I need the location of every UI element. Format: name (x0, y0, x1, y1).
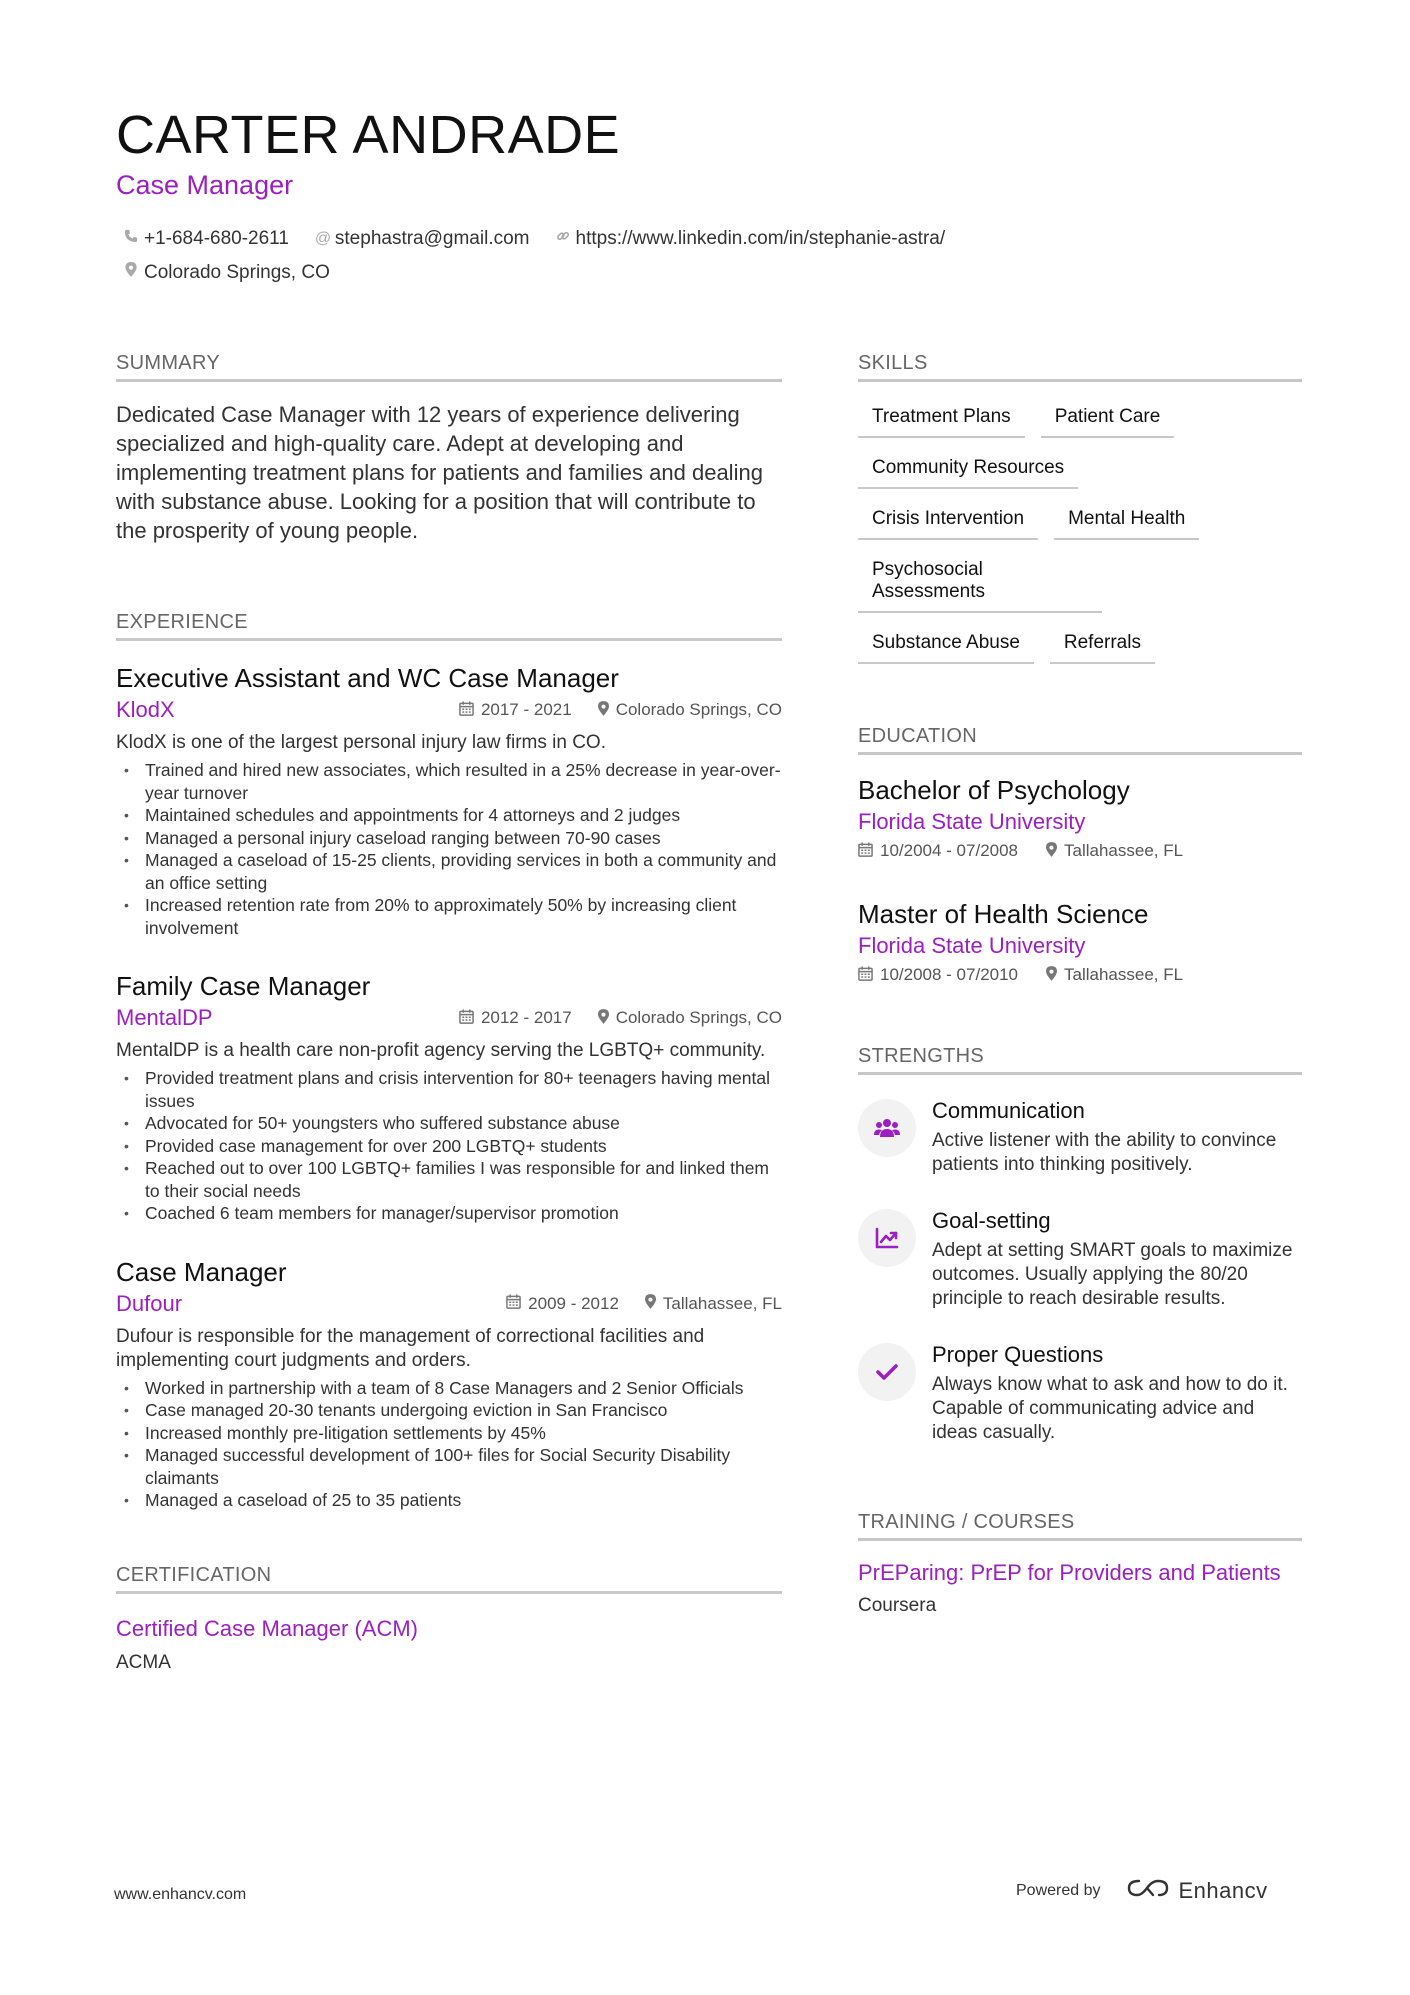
summary-heading: SUMMARY (116, 352, 782, 382)
education-item (858, 773, 1302, 861)
users-icon (858, 1099, 916, 1157)
strength-description: Always know what to ask and how to do it. Capable of communicating advice and ideas casually. (932, 1374, 1288, 1443)
job-title: Family Case Manager (116, 971, 371, 1001)
course-title: PrEParing: PrEP for Providers and Patients (858, 1560, 1281, 1585)
location-contact (124, 256, 330, 290)
phone-icon (124, 222, 138, 256)
email-contact[interactable] (315, 222, 530, 256)
bullet-item: • Increased monthly pre-litigation settlements by 45% (116, 1422, 782, 1445)
training-heading: TRAINING / COURSES (858, 1511, 1302, 1541)
school-name: Florida State University (858, 933, 1086, 958)
bullet-item: • Provided treatment plans and crisis intervention for 80+ teenagers having mental issues (116, 1067, 782, 1112)
job-description: MentalDP is a health care non-profit agency serving the LGBTQ+ community. (116, 1040, 766, 1061)
calendar-icon (459, 1009, 474, 1028)
strength-description: Adept at setting SMART goals to maximize outcomes. Usually applying the 80/20 principle to reach desirable results. (932, 1240, 1293, 1309)
degree: Master of Health Science (858, 899, 1149, 929)
job-bullets (116, 1067, 782, 1225)
email-text[interactable]: stephastra@gmail.com (334, 228, 530, 249)
education-heading: EDUCATION (858, 725, 1302, 755)
check-icon (858, 1343, 916, 1401)
bullet-item: • Increased retention rate from 20% to approximately 50% by increasing client involvement (116, 894, 782, 939)
location-text: Colorado Springs, CO (144, 262, 330, 283)
course-provider: Coursera (858, 1595, 937, 1616)
strength-title: Proper Questions (932, 1342, 1104, 1367)
right-column (858, 352, 1302, 1617)
certification-issuer: ACMA (116, 1651, 171, 1673)
summary-text: Dedicated Case Manager with 12 years of experience delivering specialized and high-quality care. Adept at developing and implementing treatment plans for patients and families and dealing with substance abuse. Looking for a position that will contribute to the prosperity of young people. (116, 402, 763, 543)
skill-tag: Referrals (1050, 622, 1155, 664)
strengths-heading: STRENGTHS (858, 1045, 1302, 1075)
bullet-item: • Worked in partnership with a team of 8 Case Managers and 2 Senior Officials (116, 1377, 782, 1400)
left-column (116, 352, 782, 1674)
calendar-icon (459, 701, 474, 720)
bullet-item: • Trained and hired new associates, which resulted in a 25% decrease in year-over-year turnover (116, 759, 782, 804)
skill-tag: Mental Health (1054, 498, 1199, 540)
school-name: Florida State University (858, 809, 1086, 834)
phone-contact (124, 222, 289, 256)
footer-branding (1016, 1876, 1268, 1905)
experience-item (116, 661, 782, 939)
brand-name: Enhancv (1178, 1877, 1268, 1903)
at-icon: @ (314, 230, 332, 247)
job-description: KlodX is one of the largest personal injury law firms in CO. (116, 732, 606, 753)
strength-title: Goal-setting (932, 1208, 1051, 1233)
strength-item (858, 1207, 1302, 1311)
bullet-item: • Case managed 20-30 tenants undergoing eviction in San Francisco (116, 1399, 782, 1422)
bullet-item: • Maintained schedules and appointments for 4 attorneys and 2 judges (116, 804, 782, 827)
skill-tag: Crisis Intervention (858, 498, 1038, 540)
company-name: KlodX (116, 697, 175, 722)
bullet-item: • Coached 6 team members for manager/supervisor promotion (116, 1202, 782, 1225)
bullet-item: • Managed a caseload of 25 to 35 patients (116, 1489, 782, 1512)
company-name: MentalDP (116, 1005, 213, 1030)
strength-item (858, 1097, 1302, 1177)
bullet-item: • Advocated for 50+ youngsters who suffered substance abuse (116, 1112, 782, 1135)
degree: Bachelor of Psychology (858, 775, 1130, 805)
education-dates: 10/2008 - 07/2010 (880, 965, 1019, 984)
education-item (858, 897, 1302, 985)
strength-item (858, 1341, 1302, 1445)
job-description: Dufour is responsible for the management of correctional facilities and implementing court judgments and orders. (116, 1325, 705, 1371)
company-name: Dufour (116, 1290, 183, 1316)
bullet-item: • Managed a caseload of 15-25 clients, providing services in both a community and an office setting (116, 849, 782, 894)
strength-description: Active listener with the ability to convince patients into thinking positively. (932, 1130, 1277, 1175)
experience-item (116, 1255, 782, 1512)
calendar-icon (858, 966, 873, 985)
job-location: Colorado Springs, CO (615, 1008, 782, 1027)
strength-title: Communication (932, 1098, 1085, 1123)
skill-tag: Psychosocial Assessments (858, 549, 1102, 613)
map-pin-icon (598, 1009, 609, 1028)
bullet-item: • Reached out to over 100 LGBTQ+ families I was responsible for and linked them to their social needs (116, 1157, 782, 1202)
job-dates: 2012 - 2017 (480, 1008, 572, 1027)
education-location: Tallahassee, FL (1064, 841, 1184, 860)
job-location: Colorado Springs, CO (615, 700, 782, 719)
certification-heading: CERTIFICATION (116, 1564, 782, 1594)
map-pin-icon (1046, 842, 1057, 861)
job-dates: 2009 - 2012 (528, 1293, 619, 1313)
enhancv-logo-icon (1125, 1876, 1171, 1905)
powered-by-label: Powered by (1016, 1881, 1101, 1899)
experience-item (116, 969, 782, 1225)
candidate-title: Case Manager (116, 170, 294, 200)
certification-title: Certified Case Manager (ACM) (116, 1615, 418, 1641)
map-pin-icon (645, 1294, 656, 1313)
map-pin-icon (1046, 966, 1057, 985)
job-location: Tallahassee, FL (662, 1293, 782, 1313)
skills-list (858, 396, 1302, 673)
chart-line-icon (858, 1209, 916, 1267)
job-title: Case Manager (116, 1256, 287, 1287)
phone-text: +1-684-680-2611 (144, 228, 289, 249)
education-location: Tallahassee, FL (1064, 965, 1184, 984)
skill-tag: Patient Care (1041, 396, 1175, 438)
calendar-icon (506, 1294, 521, 1313)
job-title: Executive Assistant and WC Case Manager (116, 663, 619, 693)
map-pin-icon (124, 256, 138, 290)
skill-tag: Community Resources (858, 447, 1078, 489)
skill-tag: Treatment Plans (858, 396, 1025, 438)
footer-website[interactable]: www.enhancv.com (114, 1886, 247, 1903)
bullet-item: • Managed a personal injury caseload ranging between 70-90 cases (116, 827, 782, 850)
linkedin-text[interactable]: https://www.linkedin.com/in/stephanie-astra/ (575, 228, 946, 249)
link-icon (556, 222, 570, 256)
job-bullets (116, 1377, 782, 1512)
bullet-item: • Managed successful development of 100+ files for Social Security Disability claimants (116, 1444, 782, 1489)
skill-tag: Substance Abuse (858, 622, 1034, 664)
skills-heading: SKILLS (858, 352, 1302, 382)
bullet-item: • Provided case management for over 200 LGBTQ+ students (116, 1135, 782, 1158)
calendar-icon (858, 842, 873, 861)
contact-info (124, 222, 971, 290)
map-pin-icon (598, 701, 609, 720)
linkedin-contact[interactable] (556, 222, 946, 256)
candidate-name: CARTER ANDRADE (116, 105, 621, 165)
education-dates: 10/2004 - 07/2008 (880, 841, 1019, 860)
job-bullets (116, 759, 782, 939)
experience-heading: EXPERIENCE (116, 611, 782, 641)
job-dates: 2017 - 2021 (480, 700, 572, 719)
